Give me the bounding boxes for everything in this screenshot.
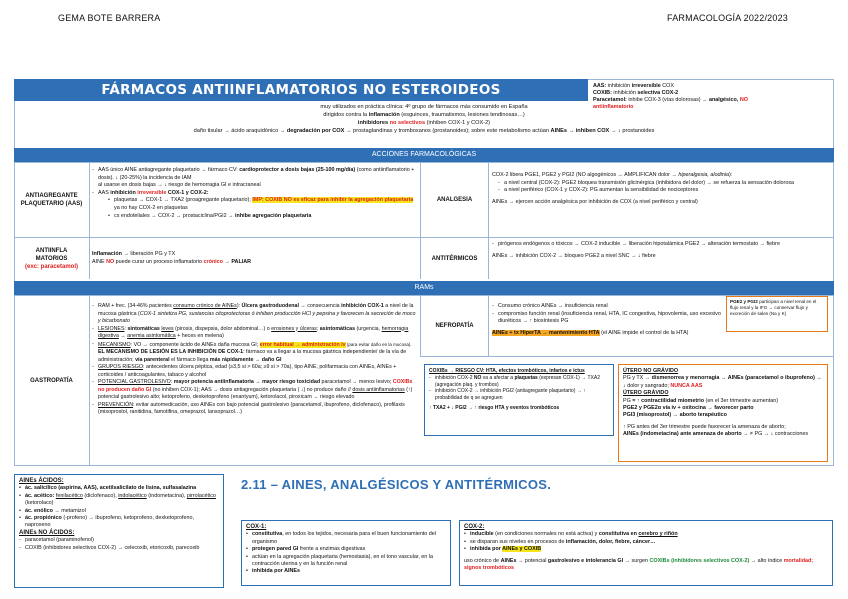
analgesia-label: ANALGESIA xyxy=(436,197,473,203)
divider xyxy=(420,356,834,357)
section-title: 2.11 – AINES, ANALGÉSICOS Y ANTITÉRMICOS. xyxy=(241,477,552,492)
divider xyxy=(89,295,90,466)
antitermicos-content: - pirógenos endógenos o tóxicos → COX-2 inducible → liberación hipotalámica PGE2 → alteración termostato → fiebre AINEs → inhibición COX-2 → bloqueo PGE2 a nivel SNC → ↓ fiebre xyxy=(492,241,830,260)
nefropatia-label: NEFROPATÍA xyxy=(435,323,474,329)
intro-text: muy utilizados en práctica clínica: 4º grupo de fármacos más consumido en España dirigidos contra la inflamación (esguinces, traumatismos, lesiones tendinosas…) inhibidores no selectivos (inhiben COX-1 y COX-2) daño tisular → ácido araquidónico → degradación por COX → prostaglandinas y tromboxanos (prostanoides); sobre este metabolismo actúan AINEs → inhiben COX → ↓ prostanoides xyxy=(193,104,655,135)
aas-note: AAS: inhibición irreversible COX COXIB: inhibición selectiva COX-2 Paracetamol: inhibe COX-3 (vías dolorosas) → analgésico, NO antiinflamatorio xyxy=(593,83,748,110)
acciones-bar: ACCIONES FARMACOLÓGICAS xyxy=(14,148,834,162)
analgesia-content: COX-2 libera PGE1, PGE2 y PGI2 (NO algogénicos → AMPLIFICAN dolor → hiperalgesia, alodinia): - a nivel central (COX-2): PGE2 bloquea transmisión glicinérgica (inhibidora del dolor) → se refuerza la sensación dolorosa - a nivel periférico (COX-1 y COX-2): PG aumentan la sensibilidad de nociceptores AINEs → ejercen acción analgésica por inhibición de COX (a nivel periférico y central) xyxy=(492,172,830,206)
nefropatia-content: - Consumo crónico AINEs → insuficiencia renal - compromiso función renal (insuficiencia renal, HTA, IC congestiva, hipovolemia, uso excesivo diuréticos → ↑ biosíntesis PG AINEs + tx HiperTA → mantenimiento HTA (el AINE impide el control de la HTA) xyxy=(492,303,722,337)
antiinflamatorios-label: ANTIINFLA MATORIOS (exc: paracetamol) xyxy=(24,247,79,270)
coxib-risk-box: COXIBs → RIESGO CV: HTA, efectos trombóticos, infartos e ictus - inhibición COX-2 NO va a afectar a plaquetas (expresan COX-1) → TXA2 (agregación plaq. y trombos) - inhibición COX-2 → inhibición PGI2 (antiagregante plaquetario) → ↑ probabilidad de q se agreguen ↑ TXA2 + ↓ PGI2 → ↑ riesgo HTA y eventos trombóticos xyxy=(424,364,614,436)
divider xyxy=(488,295,489,356)
gastropatia-content: - RAM + frec. (34-46% pacientes consumo crónico de AINEs): Úlcera gastroduodenal → consecuencia inhibición COX-1 a nivel de la mucosa gástrica (COX-1 sintetiza PG, sustancias citoprotectoras ó inhiben producción HCl y pepsina y favorecen la secreción de moco y bicarbonato - LESIONES: sintomáticas leves (pirosis, dispepsia, dolor abdominal…) o erosiones y úlceras; asintomáticas (urgencia, hemorragia digestiva → anemia asintomática + heces en melena) - MECANISMO: VO → componente ácido de AINEs daña mucosa GI; error habitual → administración iv (para evitar daño en la mucosa). EL MECANISMO DE LESIÓN ES LA INHIBICIÓN DE COX-1: fármaco va a llegar a la mucosa gástrica independiente/ de la vía de administración; vía parenteral el fármaco llega más rápidamente → daño GI - GRUPOS RIESGO: antecedentes úlcera péptica, edad (≥3,5 si > 60a; ≥9 si > 70a), tipo AINE, polifarmacia con AINEs, AINEs + corticoides / anticoagulantes, tabaco y alcohol - POTENCIAL GASTROLESIVO: mayor potencia antiinflamatoria → mayor riesgo toxicidad paracetamol → menos lesivo; COXIBs no producen daño GI (no inhiben COX-1); AAS → dosis antiagregación plaquetaria ( ↓) no produce daño // dosis antiinflamatorias (↑) potencial gastrolesivo alto; ketoprofeno, dexketoprofeno (enantyum), ketorolacol, piroxicam → riesgo elevado - PREVENCIÓN: evitar automedicación, uso AINEs con bajo potencial gastrolesivo (paracetamol, ibuprofeno, diclofenaco), profilaxis (misoprostol, ranitidina, famotifina, omeprazol, lansoprazol…) xyxy=(92,303,417,417)
divider xyxy=(488,162,489,279)
cox2-box: COX-2: • inducible (en condiciones normales no está activa) y constitutiva en cerebro y riñón • se disparan sus niveles en procesos de inflamación, dolor, fiebre, cáncer… • inhibida por AINEs y COXIB uso crónico de AINEs → potencial gastrolesivo e intolerancia GI → surgen COXIBs (inhibidores selectivos COX-2) → alto índice mortalidad; signos trombóticos xyxy=(459,520,833,586)
divider xyxy=(89,162,90,279)
aines-classification-box: AINEs ÁCIDOS: • ác. salicílico (aspirina, AAS), acetilsalicilato de lisina, sulfasalazina • ác. acético: fenilacético (diclofenaco), indolacético (indometacina), pirrolacético (ketorolaco) • ác. enólico → metamizol • ác. propiónico (-profeno) → ibuprofeno, ketoprofeno, dexketoprofeno, naproxeno AINEs NO ÁCIDOS: - paracetamol (paraminofenol) - COXIB (inhibidores selectivos COX-2) → celecoxib, etoricoxib, parecoxib xyxy=(14,474,224,588)
antiagregante-content: - AAS único AINE antiagregante plaquetario → fármaco CV: cardioprotector a dosis bajas (25-100 mg/día) (como antiinflamatorio + dosis). ↓ (20-25%) la incidencia de IAM al usarse en dosis bajas → ↓ riesgo de hemorragia GI e intracraneal - AAS inhibición irreversible COX-1 y COX-2: • plaquetas → COX-1 → TXA2 (proagregante plaquetario); IMP: COXIB NO es eficaz para inhibir la agregación plaquetaria ya no hay COX-2 en plaquetas • cs endoteliales → COX-2 → prostaciclina/PGI2 → inhibe agregación plaquetaria xyxy=(92,167,417,220)
page-title: FÁRMACOS ANTIINFLAMATORIOS NO ESTEROIDEOS xyxy=(14,79,588,101)
course-name: FARMACOLOGÍA 2022/2023 xyxy=(667,13,788,23)
antiinflamatorios-content: Inflamación → liberación PG y TX AINE NO puede curar un proceso inflamatorio crónico → PALIAR xyxy=(92,251,252,265)
gastropatia-label: GASTROPATÍA xyxy=(30,378,73,384)
uterus-box: ÚTERO NO GRÁVIDO PG y TX → dismenorrea y menorragia → AINEs (paracetamol o ibuprofeno) → ↓ dolor y sangrado; NUNCA AAS ÚTERO GRÁVIDO PG = ↑ contractilidad miometrio (en el 3er trimestre aumentan) PGE2 y PGE2α vía iv + oxitocina → favorecer parto PGI3 (misoprostol) → aborto terapéutico ↑ PG antes del 3er trimestre puede favorecer la amenaza de aborto; AINEs (indometacina) ante amenaza de aborto → ≠ PG → ↓ contracciones xyxy=(618,364,828,462)
antitermicos-label: ANTITÉRMICOS xyxy=(431,255,478,262)
rams-bar: RAMs xyxy=(14,281,834,295)
antiagregante-label: ANTIAGREGANTE PLAQUETARIO (AAS) xyxy=(20,193,83,207)
pge-renal-note: PGE2 y PGI2 participan a nivel renal en el flujo renal y la IFG → conservar flujo y excreción de sales (Na y K) xyxy=(726,296,828,332)
cox1-box: COX-1: • constitutiva, en todos los tejidos, necesaria para el buen funcionamiento del organismo • protegen pared GI frente a enzimas digestivas • actúan en la agregación plaquetaria (hemostasia), en el tono vascular, en la contracción uterina y en la función renal • inhibida por AINEs xyxy=(241,520,451,586)
author-name: GEMA BOTE BARRERA xyxy=(58,13,161,23)
